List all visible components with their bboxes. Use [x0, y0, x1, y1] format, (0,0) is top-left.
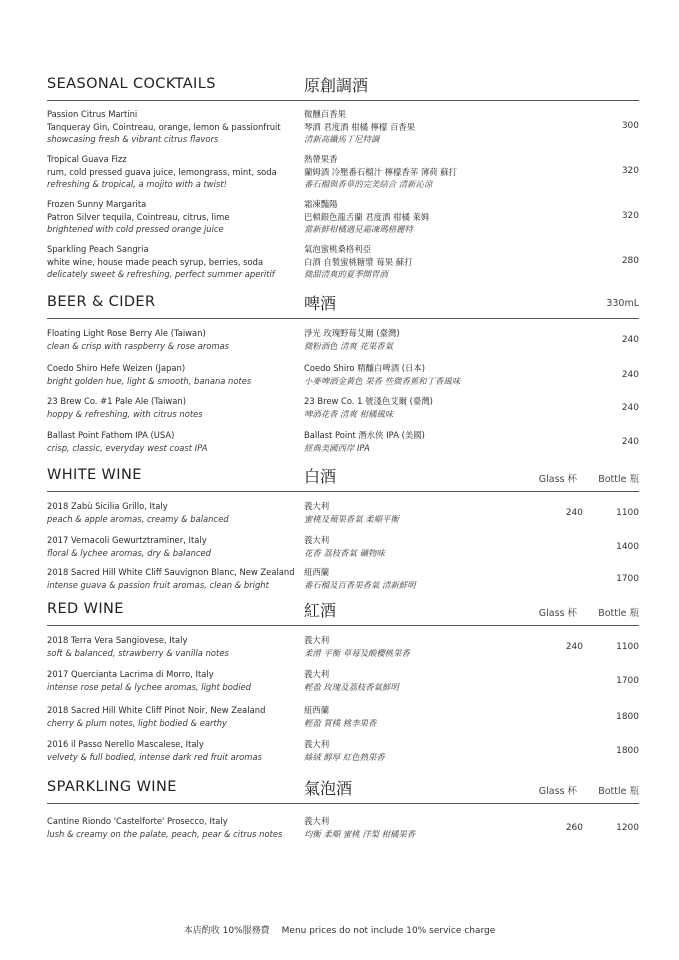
- section-title-zh: 白酒: [304, 467, 337, 486]
- item-description: cherry & plum notes, light bodied & earthy: [47, 717, 227, 728]
- item-price: 320: [621, 211, 639, 221]
- item-description-zh: 番石榴與香草的完美結合 清新沁涼: [304, 179, 433, 190]
- item-name-zh: 霜凍豔陽: [304, 199, 338, 209]
- item-name: 2017 Vernacoli Gewurtztraminer, Italy: [47, 535, 207, 545]
- item-name: Frozen Sunny Margarita: [47, 199, 147, 209]
- item-description: bright golden hue, light & smooth, banana notes: [47, 375, 252, 386]
- item-description: soft & balanced, strawberry & vanilla notes: [47, 647, 229, 658]
- item-name: Sparkling Peach Sangria: [47, 244, 149, 254]
- item-name-zh: Ballast Point 潛水侠 IPA (美國): [304, 430, 425, 440]
- item-price: 280: [621, 256, 639, 266]
- item-price: 240: [621, 437, 639, 447]
- item-description-zh: 番石榴及百香果香氣 清新鮮明: [304, 579, 416, 590]
- item-description: delicately sweet & refreshing, perfect summer aperitif: [47, 269, 275, 280]
- item-name: Floating Light Rose Berry Ale (Taiwan): [47, 328, 206, 338]
- section-title-zh: 紅酒: [304, 601, 337, 620]
- bottle-price: 1800: [616, 712, 639, 722]
- bottle-price: 1800: [616, 746, 639, 756]
- bottle-column-header: Bottle 瓶: [598, 474, 639, 485]
- item-name: 2017 Quercianta Lacrima di Morro, Italy: [47, 669, 214, 679]
- service-charge-zh: 本店酌收 10%服務費: [183, 926, 270, 936]
- item-description: floral & lychee aromas, dry & balanced: [47, 547, 211, 558]
- item-description: intense rose petal & lychee aromas, light bodied: [47, 681, 251, 692]
- section-title: BEER & CIDER: [47, 294, 156, 310]
- item-origin-zh: 紐西蘭: [304, 567, 330, 577]
- item-description-zh: 啤酒花香 清爽 柑橘風味: [304, 408, 394, 419]
- item-description: clean & crisp with raspberry & rose aromas: [47, 340, 230, 351]
- item-description: showcasing fresh & vibrant citrus flavors: [47, 134, 219, 145]
- item-description: intense guava & passion fruit aromas, clean & bright: [47, 579, 269, 590]
- item-description-zh: 花香 荔枝香氣 礦物味: [304, 547, 385, 558]
- glass-column-header: Glass 杯: [538, 474, 577, 485]
- item-description-zh: 均衡 柔順 蜜桃 洋梨 柑橘果香: [304, 828, 416, 839]
- item-ingredients-zh: 蘭姆酒 冷壓番石榴汁 檸檬香茅 薄荷 蘇打: [304, 166, 458, 177]
- item-description-zh: 柔滑 平衡 草莓及酸櫻桃果香: [304, 647, 410, 658]
- section-cocktails: [47, 70, 639, 280]
- section-white-wine: [47, 461, 639, 590]
- item-description-zh: 輕盈 質樸 桃李果香: [304, 717, 377, 728]
- section-header: [47, 773, 639, 804]
- item-name: 23 Brew Co. #1 Pale Ale (Taiwan): [47, 396, 186, 406]
- item-ingredients: white wine, house made peach syrup, berries, soda: [47, 256, 264, 267]
- item-name: Cantine Riondo 'Castelforte' Prosecco, Italy: [47, 816, 228, 826]
- item-origin-zh: 紐西蘭: [304, 705, 330, 715]
- item-name: 2018 Sacred Hill White Cliff Sauvignon Blanc, New Zealand: [47, 567, 295, 577]
- item-origin-zh: 義大利: [304, 535, 330, 545]
- item-description-zh: 當新鮮柑橘遇見霜凍瑪格麗特: [304, 224, 413, 235]
- item-name: 2016 il Passo Nerello Mascalese, Italy: [47, 739, 204, 749]
- item-origin-zh: 義大利: [304, 739, 330, 749]
- glass-column-header: Glass 杯: [538, 608, 577, 619]
- bottle-price: 1200: [616, 823, 639, 833]
- section-title: WHITE WINE: [47, 467, 142, 483]
- item-description-zh: 絲絨 醇厚 紅色熟果香: [304, 751, 385, 762]
- item-description-zh: 經典美國西岸 IPA: [304, 442, 370, 453]
- item-ingredients: Patron Silver tequila, Cointreau, citrus, lime: [47, 211, 230, 222]
- bottle-column-header: Bottle 瓶: [598, 608, 639, 619]
- service-charge-note: [0, 923, 679, 936]
- item-price: 300: [621, 121, 639, 131]
- bottle-price: 1700: [616, 574, 639, 584]
- section-sparkling-wine: [47, 773, 639, 839]
- section-title-zh: 原創調酒: [304, 76, 369, 95]
- item-ingredients: Tanqueray Gin, Cointreau, orange, lemon & passionfruit: [47, 121, 281, 132]
- item-name-zh: Coedo Shiro 精釀白啤酒 (日本): [304, 363, 426, 373]
- item-description: hoppy & refreshing, with citrus notes: [47, 408, 203, 419]
- item-name-zh: 23 Brew Co. 1 號淺色艾爾 (臺灣): [304, 396, 433, 406]
- item-name: Passion Citrus Martini: [47, 109, 138, 119]
- glass-column-header: Glass 杯: [538, 786, 577, 797]
- item-ingredients-zh: 巴頓銀色龍舌蘭 君度酒 柑橘 萊姆: [304, 211, 430, 222]
- item-name-zh: 氣泡蜜桃桑格利亞: [304, 244, 371, 254]
- item-description: peach & apple aromas, creamy & balanced: [47, 513, 229, 524]
- item-name: Coedo Shiro Hefe Weizen (Japan): [47, 363, 186, 373]
- size-label: 330mL: [606, 298, 639, 309]
- item-description: crisp, classic, everyday west coast IPA: [47, 442, 208, 453]
- glass-price: 260: [565, 823, 583, 833]
- item-name: Ballast Point Fathom IPA (USA): [47, 430, 175, 440]
- item-name-zh: 微醺百香果: [304, 109, 346, 119]
- bottle-price: 1700: [616, 676, 639, 686]
- glass-price: 240: [565, 642, 583, 652]
- section-header: [47, 288, 639, 319]
- item-origin-zh: 義大利: [304, 669, 330, 679]
- section-beer: [47, 288, 639, 453]
- section-title: RED WINE: [47, 601, 124, 617]
- item-description-zh: 微粉酒色 清爽 花果香氣: [304, 340, 394, 351]
- section-red-wine: [47, 595, 639, 762]
- item-origin-zh: 義大利: [304, 816, 330, 826]
- item-ingredients: rum, cold pressed guava juice, lemongrass, mint, soda: [47, 166, 277, 177]
- item-name-zh: 淨光 玫瑰野莓艾爾 (臺灣): [304, 328, 400, 338]
- item-description: lush & creamy on the palate, peach, pear & citrus notes: [47, 828, 283, 839]
- section-header: [47, 461, 639, 492]
- item-origin-zh: 義大利: [304, 501, 330, 511]
- item-ingredients-zh: 琴酒 君度酒 柑橘 檸檬 百香果: [304, 121, 416, 132]
- item-ingredients-zh: 白酒 自製蜜桃糖漿 莓果 蘇打: [304, 256, 413, 267]
- section-title-zh: 氣泡酒: [304, 779, 353, 798]
- item-name-zh: 熱帶果香: [304, 154, 338, 164]
- item-origin-zh: 義大利: [304, 635, 330, 645]
- section-header: [47, 70, 639, 101]
- bottle-price: 1400: [616, 542, 639, 552]
- section-title-zh: 啤酒: [304, 294, 337, 313]
- bottle-price: 1100: [616, 508, 639, 518]
- item-name: 2018 Zabù Sicilia Grillo, Italy: [47, 501, 168, 511]
- section-title: SEASONAL COCKTAILS: [47, 76, 216, 92]
- item-description: refreshing & tropical, a mojito with a twist!: [47, 179, 227, 190]
- item-price: 240: [621, 335, 639, 345]
- item-price: 240: [621, 370, 639, 380]
- service-charge-en: Menu prices do not include 10% service charge: [281, 926, 496, 936]
- item-description-zh: 小麥啤酒金黃色 果香 些微香蕉和丁香風味: [304, 375, 461, 386]
- item-price: 320: [621, 166, 639, 176]
- section-header: [47, 595, 639, 626]
- item-description-zh: 微甜清爽的夏季開胃酒: [304, 269, 388, 280]
- glass-price: 240: [565, 508, 583, 518]
- item-description-zh: 輕盈 玫瑰及荔枝香氣鮮明: [304, 681, 399, 692]
- item-name: 2018 Sacred Hill White Cliff Pinot Noir, New Zealand: [47, 705, 266, 715]
- item-description-zh: 清新高纖馬丁尼特調: [304, 134, 380, 145]
- item-description: velvety & full bodied, intense dark red fruit aromas: [47, 751, 262, 762]
- bottle-column-header: Bottle 瓶: [598, 786, 639, 797]
- item-price: 240: [621, 403, 639, 413]
- item-name: Tropical Guava Fizz: [47, 154, 127, 164]
- bottle-price: 1100: [616, 642, 639, 652]
- item-description: brightened with cold pressed orange juice: [47, 224, 224, 235]
- section-title: SPARKLING WINE: [47, 779, 177, 795]
- item-name: 2018 Terra Vera Sangiovese, Italy: [47, 635, 188, 645]
- item-description-zh: 蜜桃及蘋果香氣 柔順平衡: [304, 513, 399, 524]
